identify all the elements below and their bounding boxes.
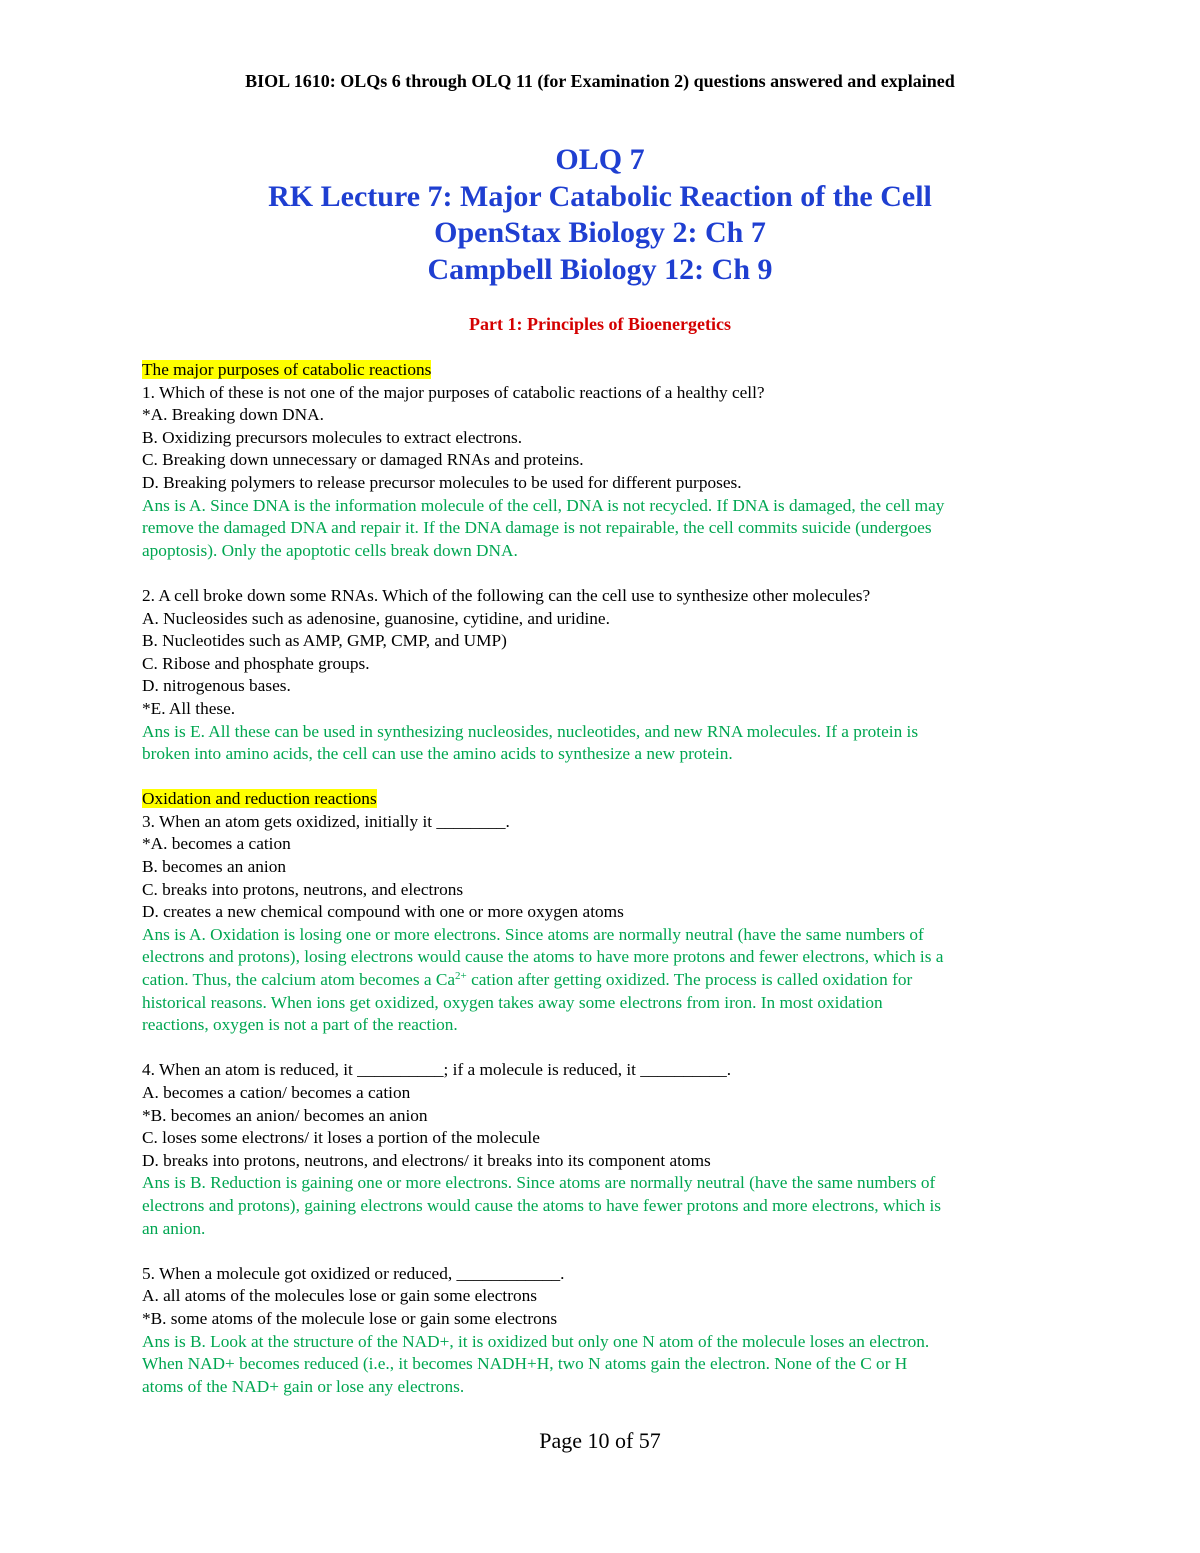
answer-option: D. nitrogenous bases. (142, 676, 291, 696)
answer-explanation: When NAD+ becomes reduced (i.e., it becomes NADH+H, two N atoms gain the electron. None of the C or H (142, 1354, 908, 1374)
olq-title: OLQ 7 (555, 143, 645, 176)
answer-explanation: Ans is E. All these can be used in synthesizing nucleosides, nucleotides, and new RNA molecules. If a protein is (142, 721, 919, 741)
answer-explanation: Ans is A. Since DNA is the information molecule of the cell, DNA is not recycled. If DNA is damaged, the cell may (142, 495, 945, 515)
spacer (142, 1240, 1067, 1263)
question-text: 5. When a molecule got oxidized or reduced, ____________. (142, 1263, 565, 1283)
answer-option: C. breaks into protons, neutrons, and electrons (142, 879, 464, 899)
answer-explanation: reactions, oxygen is not a part of the reaction. (142, 1015, 458, 1035)
question-text: 2. A cell broke down some RNAs. Which of the following can the cell use to synthesize other molecules? (142, 585, 871, 605)
highlighted-heading: Oxidation and reduction reactions (142, 789, 377, 809)
answer-option: A. all atoms of the molecules lose or gain some electrons (142, 1286, 537, 1306)
answer-option: A. becomes a cation/ becomes a cation (142, 1083, 411, 1102)
section-heading (142, 788, 1067, 811)
section-heading (142, 359, 1067, 382)
spacer (142, 766, 1067, 789)
answer-explanation: Ans is B. Look at the structure of the NAD+, it is oxidized but only one N atom of the molecule loses an electron. (142, 1331, 930, 1351)
answer-explanation: remove the damaged DNA and repair it. If the DNA damage is not repairable, the cell commits suicide (undergoes (142, 518, 932, 538)
answer-explanation: historical reasons. When ions get oxidized, oxygen takes away some electrons from iron. In most oxidation (142, 992, 883, 1012)
answer-option: *A. Breaking down DNA. (142, 405, 324, 425)
charge-superscript: 2+ (455, 970, 467, 983)
answer-text: cation. Thus, the calcium atom becomes a Ca (142, 970, 456, 990)
question-text: 1. Which of these is not one of the major purposes of catabolic reactions of a healthy cell? (142, 382, 765, 402)
spacer (142, 1037, 1067, 1060)
answer-option: D. Breaking polymers to release precursor molecules to be used for different purposes. (142, 472, 742, 492)
part-title: Part 1: Principles of Bioenergetics (469, 314, 731, 334)
question-text: 4. When an atom is reduced, it __________; if a molecule is reduced, it __________. (142, 1060, 732, 1080)
campbell-title: Campbell Biology 12: Ch 9 (427, 252, 773, 286)
spacer (142, 562, 1067, 585)
title-block (0, 142, 1200, 288)
answer-explanation: apoptosis). Only the apoptotic cells break down DNA. (142, 540, 518, 560)
running-header: BIOL 1610: OLQs 6 through OLQ 11 (for Examination 2) questions answered and explained (245, 71, 955, 91)
highlighted-heading: The major purposes of catabolic reactions (142, 360, 432, 379)
answer-explanation: electrons and protons), gaining electrons would cause the atoms to have fewer protons and more electrons, which is (142, 1195, 942, 1215)
answer-option: C. Breaking down unnecessary or damaged RNAs and proteins. (142, 450, 584, 470)
answer-option: D. breaks into protons, neutrons, and electrons/ it breaks into its component atoms (142, 1150, 711, 1170)
question-text: 3. When an atom gets oxidized, initially it ________. (142, 811, 510, 831)
answer-option: B. Nucleotides such as AMP, GMP, CMP, and UMP) (142, 631, 507, 651)
answer-explanation (142, 969, 1067, 992)
answer-text: cation after getting oxidized. The process is called oxidation for (466, 970, 913, 990)
answer-option: *E. All these. (142, 698, 236, 718)
answer-option: *A. becomes a cation (142, 834, 291, 854)
answer-explanation: an anion. (142, 1218, 206, 1238)
answer-explanation: Ans is A. Oxidation is losing one or more electrons. Since atoms are normally neutral (have the same numbers of (142, 924, 924, 944)
answer-option: C. loses some electrons/ it loses a portion of the molecule (142, 1128, 540, 1148)
answer-explanation: Ans is B. Reduction is gaining one or more electrons. Since atoms are normally neutral (have the same numbers of (142, 1173, 936, 1193)
answer-option: C. Ribose and phosphate groups. (142, 653, 370, 673)
answer-option: A. Nucleosides such as adenosine, guanosine, cytidine, and uridine. (142, 608, 610, 628)
answer-option: *B. some atoms of the molecule lose or gain some electrons (142, 1308, 558, 1328)
openstax-title: OpenStax Biology 2: Ch 7 (434, 216, 766, 249)
answer-option: B. Oxidizing precursors molecules to extract electrons. (142, 427, 523, 447)
answer-explanation: electrons and protons), losing electrons would cause the atoms to have more protons and fewer electrons, which is a (142, 947, 944, 967)
answer-option: D. creates a new chemical compound with one or more oxygen atoms (142, 902, 624, 922)
answer-option: B. becomes an anion (142, 857, 286, 877)
answer-explanation: broken into amino acids, the cell can use the amino acids to synthesize a new protein. (142, 744, 733, 764)
answer-option: *B. becomes an anion/ becomes an anion (142, 1105, 428, 1125)
answer-explanation: atoms of the NAD+ gain or lose any electrons. (142, 1376, 465, 1396)
lecture-title: RK Lecture 7: Major Catabolic Reaction of the Cell (268, 179, 932, 213)
document-body (142, 359, 1067, 1398)
page-number: Page 10 of 57 (539, 1428, 661, 1453)
